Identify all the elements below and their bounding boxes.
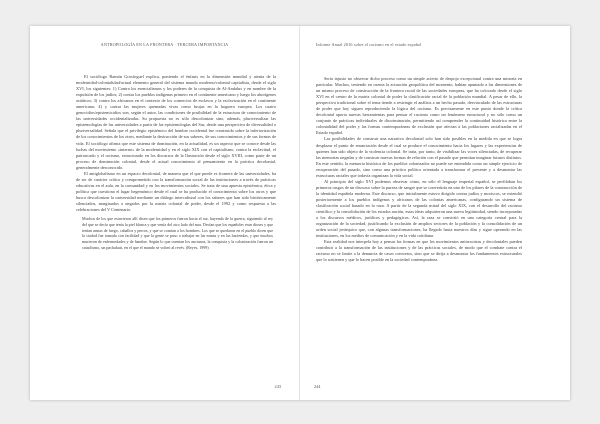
right-page (300, 26, 570, 400)
left-running-head: ANTROPOLOGÍA EN LA FRONTERA · TERCERA IMPORTANCIA (100, 42, 229, 47)
right-paragraph-3: Al principio del siglo XVI podemos observar cómo, en sólo el lenguaje imperial español, se perfilaban los primeros rasgos de un discurso sobre la pureza de sangre que se convertiría en uno de los pilares de la construcción de la identidad española moderna. Este discurso, que inicialmente estuvo dirigido contra judíos y moriscos, se extendió posteriormente a los pueblos indígenas y africanos de las colonias americanas, configurando un sistema de clasificación social basado en la raza. A partir de la segunda mitad del siglo XIX, con el desarrollo del racismo científico y la consolidación de los estados nación, estas ideas adquirieron una nueva legitimidad, siendo incorporadas a los discursos médicos, jurídicos y pedagógicos. Así, la raza se convirtió en una categoría central para la organización de la sociedad, justificando la exclusión de amplios sectores de la población y la consolidación de un orden social jerárquico que, con algunas transformaciones, ha llegado hasta nuestros días y sigue operando en las instituciones, en los medios de comunicación y en la vida cotidiana. (316, 178, 522, 239)
left-text-block (76, 74, 276, 251)
left-page-number: 243 (274, 384, 281, 389)
right-paragraph-1: Sería injusto no observar dicho proceso como un simple acierto de despojo excepcional contra una minoría en particular. Muchos, teniendo en cuenta la actuación geopolítica del momento, habían apuntado a las dimensiones de un mismo proceso de construcción de la frontera racial de las sociedades europeas, que ha colocado desde el siglo XVI en el centro de la matriz colonial de poder la clasificación racial de la población mundial. A pesar de ello, la perspectiva tradicional sobre el tema tiende a restringir el análisis a un hecho pasado, desvinculado de las estructuras de poder que hoy siguen reproduciendo la lógica del racismo. Es precisamente en este punto donde la crítica decolonial aporta nuevas herramientas para pensar el racismo como un fenómeno estructural y no sólo como un conjunto de prácticas individuales de discriminación, permitiendo así comprender la continuidad histórica entre la colonialidad del poder y las formas contemporáneas de exclusión que afectan a las poblaciones racializadas en el Estado español. (316, 76, 522, 136)
right-page-number: 244 (314, 384, 321, 389)
left-block-quote: Muchos de los que estuvieron allí dicen que los primeros fueron hacia el sur, huyendo de la guerra, siguiendo al rey del que se decía que tenía la piel blanca y que venía del otro lado del mar. Decían que los españoles eran dioses y que tenían armas de fuego, caballos y perros, y que se comían a los hombres. Los que se quedaron en el pueblo dicen que la ciudad fue tomada con facilidad y que la gente se puso a trabajar en las minas y en las haciendas, y que muchos murieron de enfermedades y de hambre. Según lo que cuentan los ancianos, la conquista y la colonización fueron un cataclismo, un pachakuti, en el que el mundo se volteó al revés. (Reyes, 1999) (82, 216, 273, 250)
book-spread (30, 26, 570, 400)
right-paragraph-2: Las posibilidades de construir una narrativa decolonial solo han sido posibles en la medida en que se logra desplazar el punto de enunciación desde el cual se produce el conocimiento hacia los lugares y las experiencias de quienes han sido objeto de la violencia colonial. Se trata, por tanto, de visibilizar las voces silenciadas, de recuperar las memorias negadas y de construir nuevas formas de relación con el pasado que permitan imaginar futuros distintos. En este sentido, la memoria histórica de los pueblos colonizados no puede ser entendida como un simple ejercicio de recuperación del pasado, sino como una práctica política orientada a transformar el presente y a desmontar las estructuras raciales que todavía organizan la vida social. (316, 136, 522, 178)
right-running-head: Informe Anual 2016 sobre el racismo en el estado español (316, 42, 422, 47)
left-page (30, 26, 300, 400)
right-text-block (316, 76, 522, 263)
right-paragraph-4: Esta realidad nos interpela hoy a pensar las formas en que los movimientos antirracistas y decoloniales pueden contribuir a la transformación de las instituciones y de las prácticas sociales, de modo que el combate contra el racismo no se limite a la denuncia de casos concretos, sino que se dirija a desmontar los fundamentos estructurales que lo sostienen y que lo hacen posible en la sociedad contemporánea. (316, 239, 522, 263)
left-paragraph-1: El sociólogo Ramón Grosfoguel explica, poniendo el énfasis en la dimensión mundial y atenta de la modernidad-colonialidad/actual elemento general del sistema mundo moderno/colonial capitalista, desde el siglo XVI, los siguientes: 1) Contra los esencialismos y los poderes de la conquista de Al-Andalus y en nombre de la expulsión de los judíos; 2) contra los pueblos indígenas primero en el continente americano y luego los aborígenes asiáticos; 3) contra los africanos en el contexto de los comercios de esclavos y la esclavización en el continente americano; 4) y contra las mujeres quemadas vivas como brujas en la hoguera europea. Los cuatro genocidios/epistemicidios son, según el autor, las condiciones de posibilidad de la estructura de conocimiento de las universidades occidentalizadas. Su propuesta no es sólo descolonizar sino, además, pluriversalizar las epistemologías de las universidades a partir de las epistemologías del Sur, desde una perspectiva de diversalidad o pluriversalidad. Señala que el privilegio epistémico del hombre occidental fue construido sobre la inferiorización de los conocimientos de los otros, mediante la destrucción de sus saberes, de sus conocimientos y de sus formas de vida. El sociólogo afirma que este sistema de dominación, en la actualidad, es un aspecto que se conoce desde las luchas del movimiento «interno» de la modernidad y en el siglo XIX con el capitalismo, contra la esclavitud, el patriarcado y el racismo, estructurado en los discursos de la Ilustración desde el siglo XVIII, como parte de un proceso de dominación colonial, desde el actual conocimiento al pensamiento en la práctica decolonial, generalmente desconocido. (76, 74, 276, 170)
left-paragraph-2: El antiglobalismo en un espacio decolonial, de manera que el que puede es frontera de las universidades, ha de ser de carácter crítico y comprometido con la transformación social de las instituciones a través de prácticas educativas en el aula, en la comunidad y en los movimientos sociales. Se trata de una apuesta epistémica, ética y política que cuestiona el lugar hegemónico desde el cual se ha producido el conocimiento sobre los otros y que busca descolonizar la universidad mediante un diálogo intercultural con los saberes que han sido históricamente silenciados, marginados o negados por la matriz colonial de poder, desde el 1992 y como respuesta a las celebraciones del V Centenario. (76, 170, 276, 213)
